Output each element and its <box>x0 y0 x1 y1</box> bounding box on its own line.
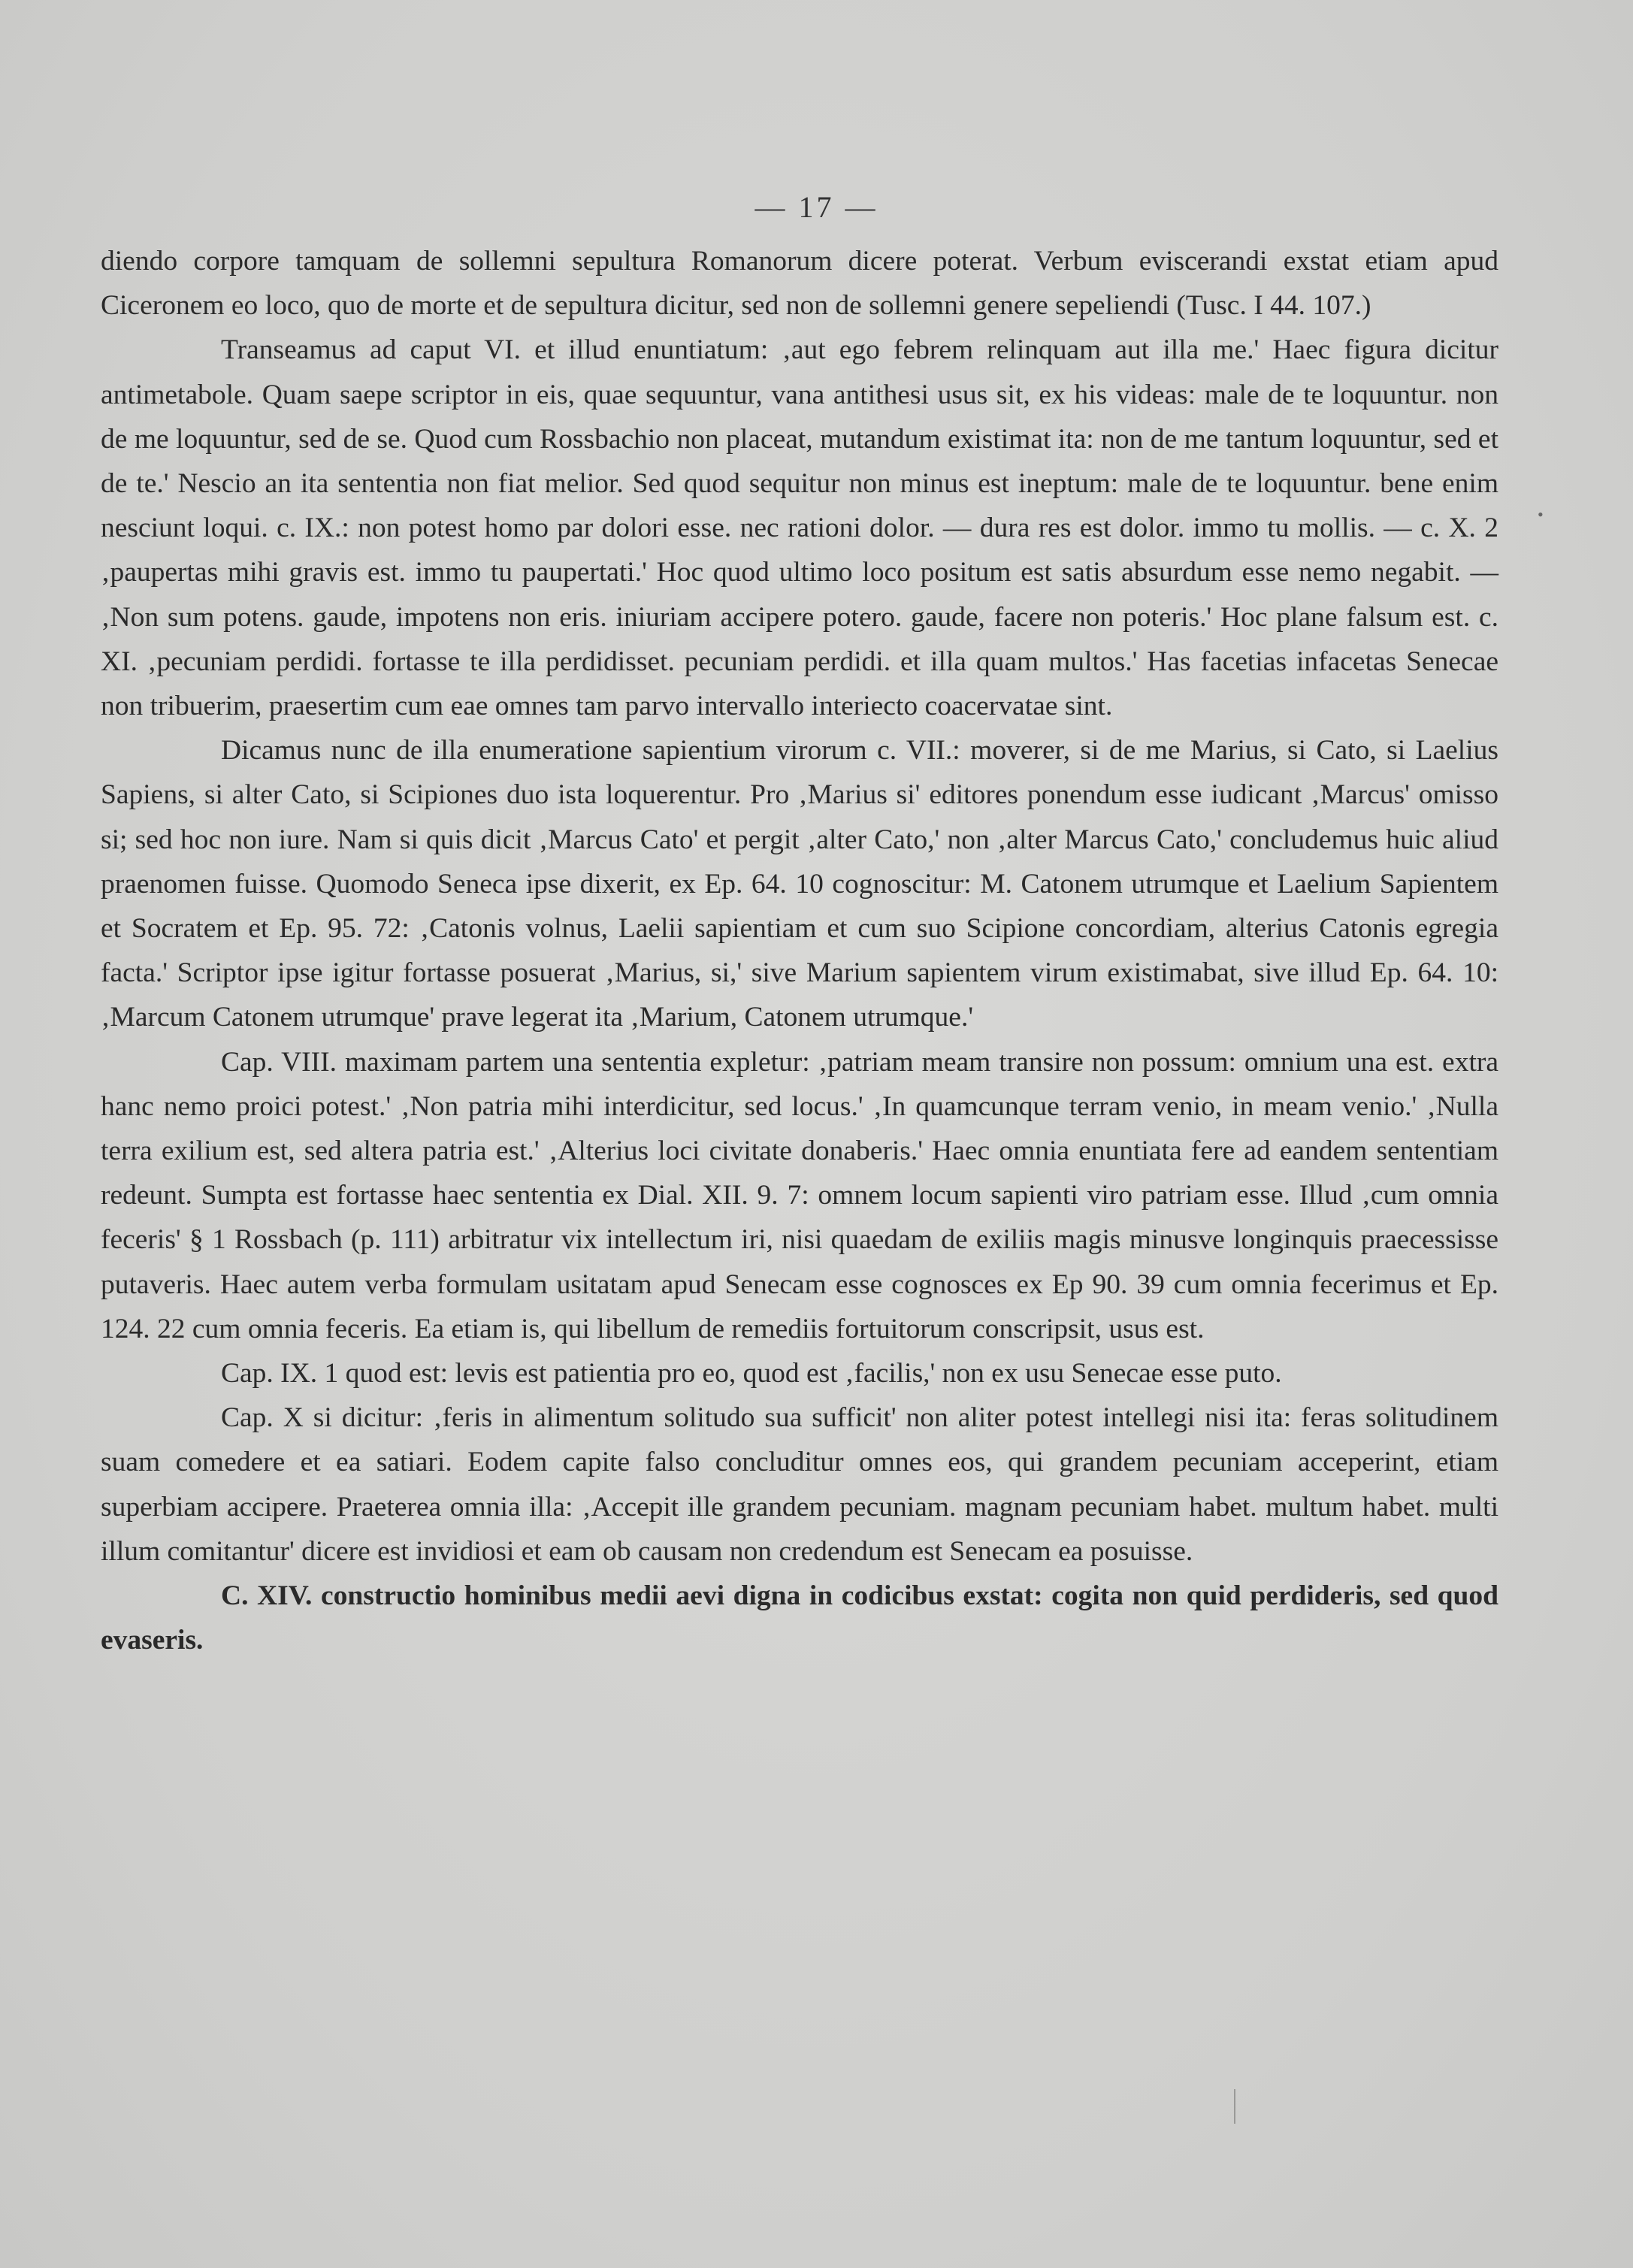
page-number: — 17 — <box>755 190 878 224</box>
paper-scratch <box>1234 2089 1235 2124</box>
margin-speck: • <box>1538 505 1544 524</box>
paragraph-7: C. XIV. constructio hominibus medii aevi digna in codicibus exstat: cogita non quid perdideris, sed quod evaseris. <box>101 1580 1498 1656</box>
paragraph-1: diendo corpore tamquam de sollemni sepultura Romanorum dicere poterat. Verbum eviscerandi exstat etiam apud Ciceronem eo loco, quo de morte et de sepultura dicitur, sed non de sollemni genere sepeliendi (Tusc. I 44. 107.) <box>101 246 1498 322</box>
paragraph-4: Cap. VIII. maximam partem una sententia expletur: ‚patriam meam transire non possum: omnium una est. extra hanc nemo proici potest.' ‚Non patria mihi interdicitur, sed locus.' ‚In quamcunque terram venio, in meam venio.' ‚Nulla terra exilium est, sed altera patria est.' ‚Alterius loci civitate donaberis.' Haec omnia enuntiata fere ad eandem sententiam redeunt. Sumpta est fortasse haec sententia ex Dial. XII. 9. 7: omnem locum sapienti viro patriam esse. Illud ‚cum omnia feceris' § 1 Rossbach (p. 111) arbitratur vix intellectum iri, nisi quaedam de exiliis magis minusve longinquis praecessisse putaveris. Haec autem verba formulam usitatam apud Senecam esse cognosces ex Ep 90. 39 cum omnia fecerimus et Ep. 124. 22 cum omnia feceris. Ea etiam is, qui libellum de remediis fortuitorum conscripsit, usus est. <box>101 1046 1498 1344</box>
paragraph-3: Dicamus nunc de illa enumeratione sapientium virorum c. VII.: moverer, si de me Marius, si Cato, si Laelius Sapiens, si alter Cato, si Scipiones duo ista loquerentur. Pro ‚Marius si' editores ponendum esse iudicant ‚Marcus' omisso si; sed hoc non iure. Nam si quis dicit ‚Marcus Cato' et pergit ‚alter Cato,' non ‚alter Marcus Cato,' concludemus huic aliud praenomen fuisse. Quomodo Seneca ipse dixerit, ex Ep. 64. 10 cognoscitur: M. Catonem utrumque et Laelium Sapientem et Socratem et Ep. 95. 72: ‚Catonis volnus, Laelii sapientiam et cum suo Scipione concordiam, alterius Catonis egregia facta.' Scriptor ipse igitur fortasse posuerat ‚Marius, si,' sive Marium sapientem virum existimabat, sive illud Ep. 64. 10: ‚Marcum Catonem utrumque' prave legerat ita ‚Marium, Catonem utrumque.' <box>101 735 1498 1033</box>
paragraph-6: Cap. X si dicitur: ‚feris in alimentum solitudo sua sufficit' non aliter potest intellegi nisi ita: feras solitudinem suam comedere et ea satiari. Eodem capite falso concluditur omnes eos, qui grandem pecuniam acceperint, etiam superbiam accipere. Praeterea omnia illa: ‚Accepit ille grandem pecuniam. magnam pecuniam habet. multum habet. multi illum comitantur' dicere est invidiosi et eam ob causam non credendum est Senecam ea posuisse. <box>101 1402 1498 1567</box>
body-text <box>101 239 1498 1663</box>
paragraph-2: Transeamus ad caput VI. et illud enuntiatum: ‚aut ego febrem relinquam aut illa me.' Haec figura dicitur antimetabole. Quam saepe scriptor in eis, quae sequuntur, vana antithesi usus sit, ex his videas: male de te loquuntur. non de me loquuntur, sed de se. Quod cum Rossbachio non placeat, mutandum existimat ita: non de me tantum loquuntur, sed et de te.' Nescio an ita sententia non fiat melior. Sed quod sequitur non minus est ineptum: male de te loquuntur. bene enim nesciunt loqui. c. IX.: non potest homo par dolori esse. nec rationi dolor. — dura res est dolor. immo tu mollis. — c. X. 2 ‚paupertas mihi gravis est. immo tu paupertati.' Hoc quod ultimo loco positum est satis absurdum esse nemo negabit. — ‚Non sum potens. gaude, impotens non eris. iniuriam accipere potero. gaude, facere non poteris.' Hoc plane falsum est. c. XI. ‚pecuniam perdidi. fortasse te illa perdidisset. pecuniam perdidi. et illa quam multos.' Has facetias infacetas Senecae non tribuerim, praesertim cum eae omnes tam parvo intervallo interiecto coacervatae sint. <box>101 334 1498 722</box>
paragraph-5: Cap. IX. 1 quod est: levis est patientia pro eo, quod est ‚facilis,' non ex usu Senecae esse puto. <box>221 1358 1282 1390</box>
